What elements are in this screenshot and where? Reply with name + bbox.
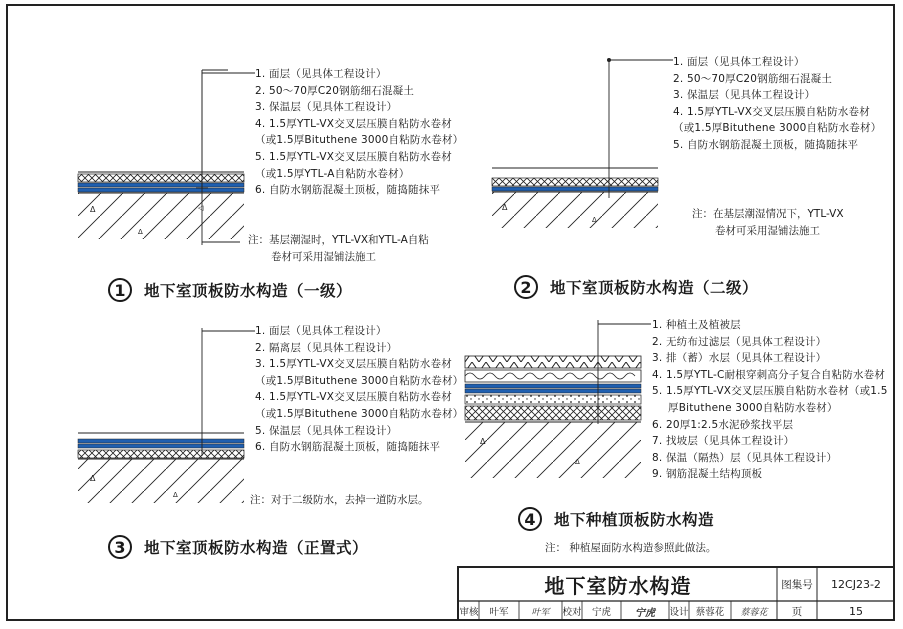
detail-title: 地下室顶板防水构造（正置式） [144, 539, 369, 557]
layer-item: （或1.5厚Bituthene 3000自粘防水卷材） [255, 407, 464, 420]
layer-item: 2. 无纺布过滤层（见具体工程设计） [652, 335, 827, 348]
layer-item: 5. 1.5厚YTL-VX交叉层压膜自粘防水卷材（或1.5 [652, 385, 888, 398]
design-label: 设计 [669, 607, 689, 618]
detail1-note [248, 232, 429, 266]
layer-item: 1. 种植土及植被层 [652, 319, 741, 331]
svg-text:Δ: Δ [480, 437, 486, 446]
layer-item: 5. 自防水钢筋混凝土顶板，随捣随抹平 [673, 138, 859, 151]
note-line: 注：在基层潮湿情况下，YTL-VX [692, 208, 844, 220]
layer-item: （或1.5厚YTL-A自粘防水卷材） [255, 167, 410, 180]
svg-text:Δ: Δ [575, 458, 580, 466]
layer-item: 厚Bituthene 3000自粘防水卷材） [668, 401, 838, 414]
layer-item: 1. 面层（见具体工程设计） [673, 56, 805, 68]
svg-text:Δ: Δ [90, 474, 96, 483]
detail4-caption [518, 507, 714, 531]
atlas-label: 图集号 [781, 579, 813, 591]
layer-item: 2. 隔离层（见具体工程设计） [255, 341, 398, 354]
layer-item: （或1.5厚Bituthene 3000自粘防水卷材） [255, 374, 464, 387]
detail1-layer-list [255, 66, 463, 199]
detail2-layer-list [673, 54, 881, 154]
layer-item: 2. 50～70厚C20钢筋细石混凝土 [673, 72, 833, 85]
layer-item: 2. 50～70厚C20钢筋细石混凝土 [255, 84, 415, 97]
layer-item: 3. 保温层（见具体工程设计） [255, 101, 398, 114]
svg-text:Δ: Δ [502, 203, 508, 212]
svg-text:Δ: Δ [90, 205, 96, 214]
detail4-note [545, 540, 716, 557]
svg-text:◁: ◁ [198, 204, 204, 212]
layer-item: 8. 保温（隔热）层（见具体工程设计） [652, 451, 838, 464]
detail1-leader [200, 70, 260, 250]
layer-item: 6. 20厚1:2.5水泥砂浆找平层 [652, 418, 794, 431]
detail4-layer-list [652, 317, 888, 483]
detail-number-badge: 1 [108, 278, 132, 302]
layer-item: 5. 保温层（见具体工程设计） [255, 424, 398, 437]
layer-item: 7. 找坡层（见具体工程设计） [652, 435, 795, 448]
layer-item: 6. 自防水钢筋混凝土顶板，随捣随抹平 [255, 184, 441, 197]
note-line: 注：基层潮湿时，YTL-VX和YTL-A自粘 [248, 234, 429, 246]
design-signature: 蔡蓉花 [740, 607, 768, 618]
detail2-leader [607, 58, 677, 208]
layer-item: 9. 钢筋混凝土结构顶板 [652, 468, 763, 481]
atlas-number: 12CJ23-2 [831, 578, 881, 591]
review-name: 叶军 [489, 607, 509, 618]
layer-item: （或1.5厚Bituthene 3000自粘防水卷材） [673, 122, 882, 135]
review-label: 审核 [459, 607, 479, 618]
page-number: 15 [849, 604, 863, 618]
detail3-layer-list [255, 323, 463, 456]
layer-item: 3. 1.5厚YTL-VX交叉层压膜自粘防水卷材 [255, 358, 452, 371]
layer-item: 4. 1.5厚YTL-VX交叉层压膜自粘防水卷材 [255, 117, 452, 130]
layer-item: 1. 面层（见具体工程设计） [255, 68, 387, 80]
detail3-leader [200, 328, 260, 463]
design-name: 蔡蓉花 [695, 607, 725, 618]
check-name: 宁虎 [591, 607, 611, 618]
layer-item: 1. 面层（见具体工程设计） [255, 325, 387, 337]
layer-item: 6. 自防水钢筋混凝土顶板，随捣随抹平 [255, 441, 441, 454]
detail2-note [692, 206, 844, 240]
note-line: 注： 种植屋面防水构造参照此做法。 [545, 542, 717, 554]
svg-text:Δ: Δ [173, 491, 178, 499]
note-line: 注：对于二级防水，去掉一道防水层。 [250, 494, 429, 506]
check-label: 校对 [562, 607, 582, 618]
layer-item: 5. 1.5厚YTL-VX交叉层压膜自粘防水卷材 [255, 150, 452, 163]
detail2-caption [514, 275, 758, 299]
detail3-note [250, 492, 429, 509]
layer-item: 4. 1.5厚YTL-VX交叉层压膜自粘防水卷材 [673, 105, 870, 118]
svg-text:Δ: Δ [592, 216, 597, 224]
layer-item: 4. 1.5厚YTL-VX交叉层压膜自粘防水卷材 [255, 391, 452, 404]
page-label: 页 [791, 605, 803, 618]
detail4-leader [596, 320, 656, 430]
note-line: 卷材可采用湿铺法施工 [271, 251, 376, 263]
review-signature: 叶军 [531, 607, 550, 618]
detail-number-badge: 2 [514, 275, 538, 299]
drawing-title: 地下室防水构造 [544, 574, 692, 598]
layer-item: 3. 排（蓄）水层（见具体工程设计） [652, 352, 827, 365]
detail3-caption [108, 535, 368, 559]
check-signature: 宁虎 [635, 607, 655, 619]
layer-item: 4. 1.5厚YTL-C耐根穿刺高分子复合自粘防水卷材 [652, 368, 886, 381]
note-line: 卷材可采用湿铺法施工 [715, 225, 820, 237]
detail1-caption [108, 278, 352, 302]
detail-title: 地下种植顶板防水构造 [554, 511, 715, 529]
detail-number-badge: 4 [518, 507, 542, 531]
layer-item: 3. 保温层（见具体工程设计） [673, 89, 816, 102]
detail-number-badge: 3 [108, 535, 132, 559]
svg-text:Δ: Δ [138, 228, 143, 236]
layer-item: （或1.5厚Bituthene 3000自粘防水卷材） [255, 134, 464, 147]
detail-title: 地下室顶板防水构造（二级） [550, 279, 759, 297]
detail-title: 地下室顶板防水构造（一级） [144, 282, 353, 300]
title-block [457, 566, 895, 621]
